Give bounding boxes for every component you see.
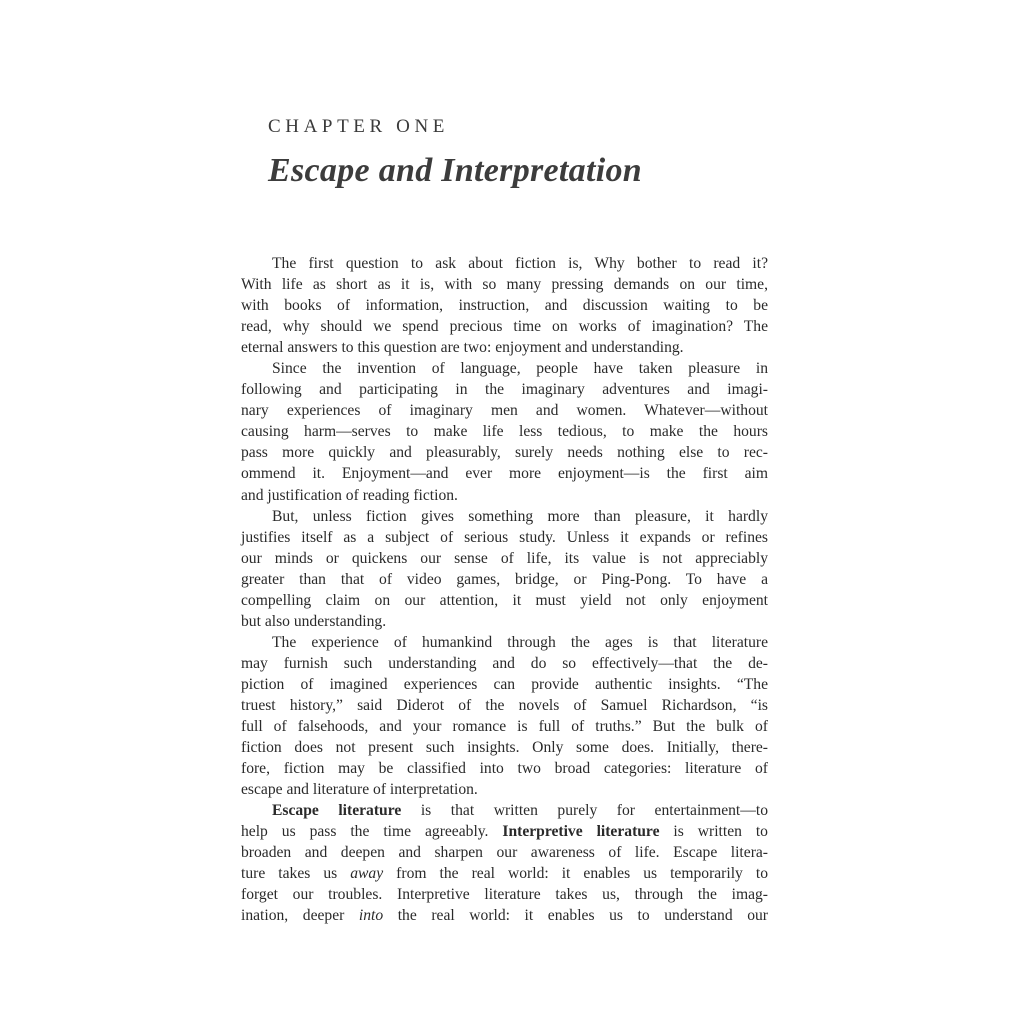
- text-line: fore, fiction may be classified into two broad categories: literature of: [241, 760, 768, 778]
- text-line: truest history,” said Diderot of the novels of Samuel Richardson, “is: [241, 696, 768, 714]
- text-line: following and participating in the imaginary adventures and imagi-: [241, 381, 768, 399]
- text-line: But, unless fiction gives something more than pleasure, it hardly: [272, 507, 768, 525]
- text-line: broaden and deepen and sharpen our awareness of life. Escape litera-: [241, 844, 768, 862]
- text-line: our minds or quickens our sense of life, its value is not appreciably: [241, 549, 768, 567]
- text-line: ture takes us away from the real world: it enables us temporarily to: [241, 865, 768, 883]
- term-interpretive-literature: Interpretive literature: [502, 823, 660, 841]
- text-line: escape and literature of interpretation.: [241, 781, 478, 799]
- body-text: [241, 253, 768, 927]
- text-line: but also understanding.: [241, 612, 387, 630]
- text-line: causing harm—serves to make life less tedious, to make the hours: [241, 423, 768, 441]
- text-line: The first question to ask about fiction is, Why bother to read it?: [272, 255, 768, 272]
- emphasis-away: away: [350, 865, 384, 883]
- text-line: Since the invention of language, people have taken pleasure in: [272, 360, 768, 378]
- text-line: and justification of reading fiction.: [241, 486, 458, 504]
- chapter-title: Escape and Interpretation: [268, 152, 642, 189]
- chapter-label: CHAPTER ONE: [268, 116, 449, 137]
- text-line: full of falsehoods, and your romance is full of truths.” But the bulk of: [241, 718, 768, 736]
- text-line: forget our troubles. Interpretive literature takes us, through the imag-: [241, 886, 768, 904]
- text-line: eternal answers to this question are two: enjoyment and understanding.: [241, 339, 684, 357]
- text-line: greater than that of video games, bridge, or Ping-Pong. To have a: [241, 570, 768, 588]
- term-escape-literature: Escape literature: [272, 802, 402, 820]
- text-line: with books of information, instruction, and discussion waiting to be: [241, 297, 768, 315]
- text-line: nary experiences of imaginary men and women. Whatever—without: [241, 402, 768, 420]
- emphasis-into: into: [358, 907, 384, 925]
- text-line: ommend it. Enjoyment—and ever more enjoyment—is the first aim: [241, 465, 768, 483]
- text-line: pass more quickly and pleasurably, surely needs nothing else to rec-: [241, 444, 768, 462]
- text-line: The experience of humankind through the ages is that literature: [272, 633, 768, 651]
- text-line: piction of imagined experiences can provide authentic insights. “The: [241, 675, 768, 693]
- text-line: fiction does not present such insights. Only some does. Initially, there-: [241, 739, 768, 757]
- text-line: ination, deeper into the real world: it enables us to understand our: [241, 907, 768, 925]
- text-line: Escape literature is that written purely for entertainment—to: [272, 802, 768, 820]
- text-line: compelling claim on our attention, it must yield not only enjoyment: [241, 591, 768, 609]
- text-line: help us pass the time agreeably. Interpretive literature is written to: [241, 823, 768, 841]
- text-line: justifies itself as a subject of serious study. Unless it expands or refines: [241, 528, 768, 546]
- text-line: With life as short as it is, with so many pressing demands on our time,: [241, 276, 768, 294]
- text-line: may furnish such understanding and do so effectively—that the de-: [241, 654, 768, 672]
- text-line: read, why should we spend precious time on works of imagination? The: [241, 318, 768, 336]
